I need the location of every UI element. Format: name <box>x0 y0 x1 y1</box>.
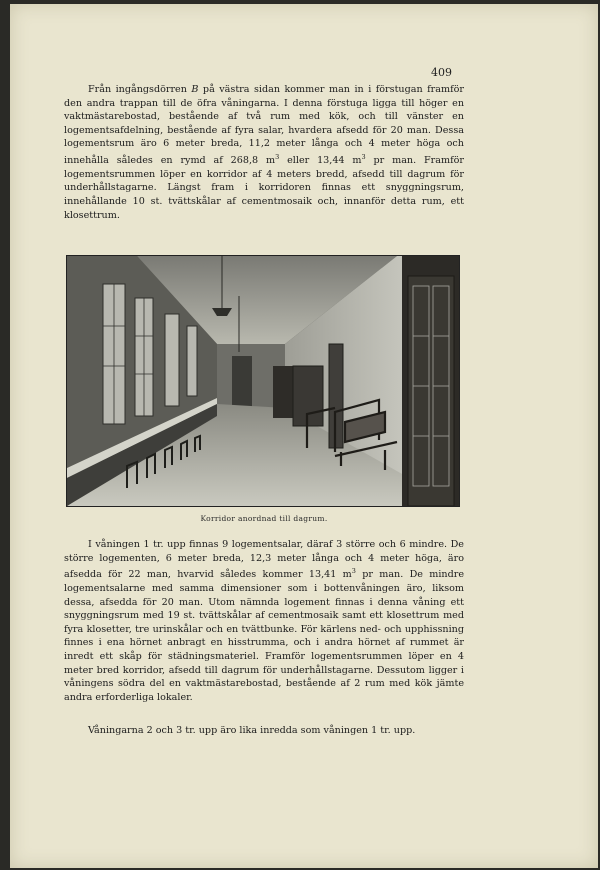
p1-sup-1: 3 <box>275 152 280 161</box>
p1-text-e: eller 13,44 m <box>279 155 362 167</box>
p1-text-g: pr man. Framför logementsrummen löper en korridor af 4 meters bredd, afsedd till dagrum för underhållstagarne. Längst fram i korridoren finnas ett snyggningsrum, innehållande 10 st. tvättskålar af cementmosaik och, innanför detta rum, ett klosettrum. <box>64 155 464 221</box>
p2-sup-1: 3 <box>351 567 356 576</box>
corridor-photo-illustration <box>67 256 459 506</box>
paragraph-2 <box>64 538 464 704</box>
p2-text-a: I våningen 1 tr. upp finnas 9 logementsalar, däraf 3 större och 6 mindre. De större logementen, 6 meter breda, 12,3 meter långa och 4 meter höga, äro afsedda för 22 man, hvarvid således kommer 13,41 m <box>64 539 464 581</box>
p2-text-c: pr man. De mindre logementsalarne med samma dimensioner som i bottenvåningen äro, liksom dessa, afsedda för 20 man. Utom nämnda logement finnas i denna våning ett snyggningsrum med 19 st. tvättskålar af cementmosaik samt ett klosettrum med fyra klosetter, tre urinskålar och en tvättbunke. För kärlens ned- och upphissning finnes i ena hörnet anbragt en hisstrumma, och i andra hörnet af rummet är inredt ett skåp för städningsmateriel. Framför logementsrummen löper en 4 meter bred korridor, afsedd till dagrum för underhållstagarne. Dessutom ligger i våningens södra del en vaktmästarebostad, bestående af 2 rum med kök jämte andra erforderliga lokaler. <box>64 569 464 703</box>
p1-text-a: Från ingångsdörren <box>88 84 192 95</box>
p1-door-letter: B <box>191 84 199 95</box>
paragraph-1 <box>64 83 464 222</box>
page-number: 409 <box>431 66 452 79</box>
p1-sup-2: 3 <box>361 152 366 161</box>
p3-text-a: Våningarna 2 och 3 tr. upp äro lika inredda som våningen 1 tr. upp. <box>88 725 416 736</box>
book-page <box>10 4 598 868</box>
paragraph-3 <box>64 724 464 738</box>
corridor-photograph <box>66 255 460 507</box>
photo-caption: Korridor anordnad till dagrum. <box>200 514 328 523</box>
p1-text-c: på västra sidan kommer man in i förstugan framför den andra trappan till de öfra våningarna. I denna förstuga ligga till höger en vaktmästarebostad, bestående af två rum med kök, och till vänster en logementsafdelning, bestående af fyra salar, hvardera afsedd för 20 man. Dessa logementsrum äro 6 meter breda, 11,2 meter långa och 4 meter höga och innehålla således en rymd af 268,8 m <box>64 84 464 167</box>
